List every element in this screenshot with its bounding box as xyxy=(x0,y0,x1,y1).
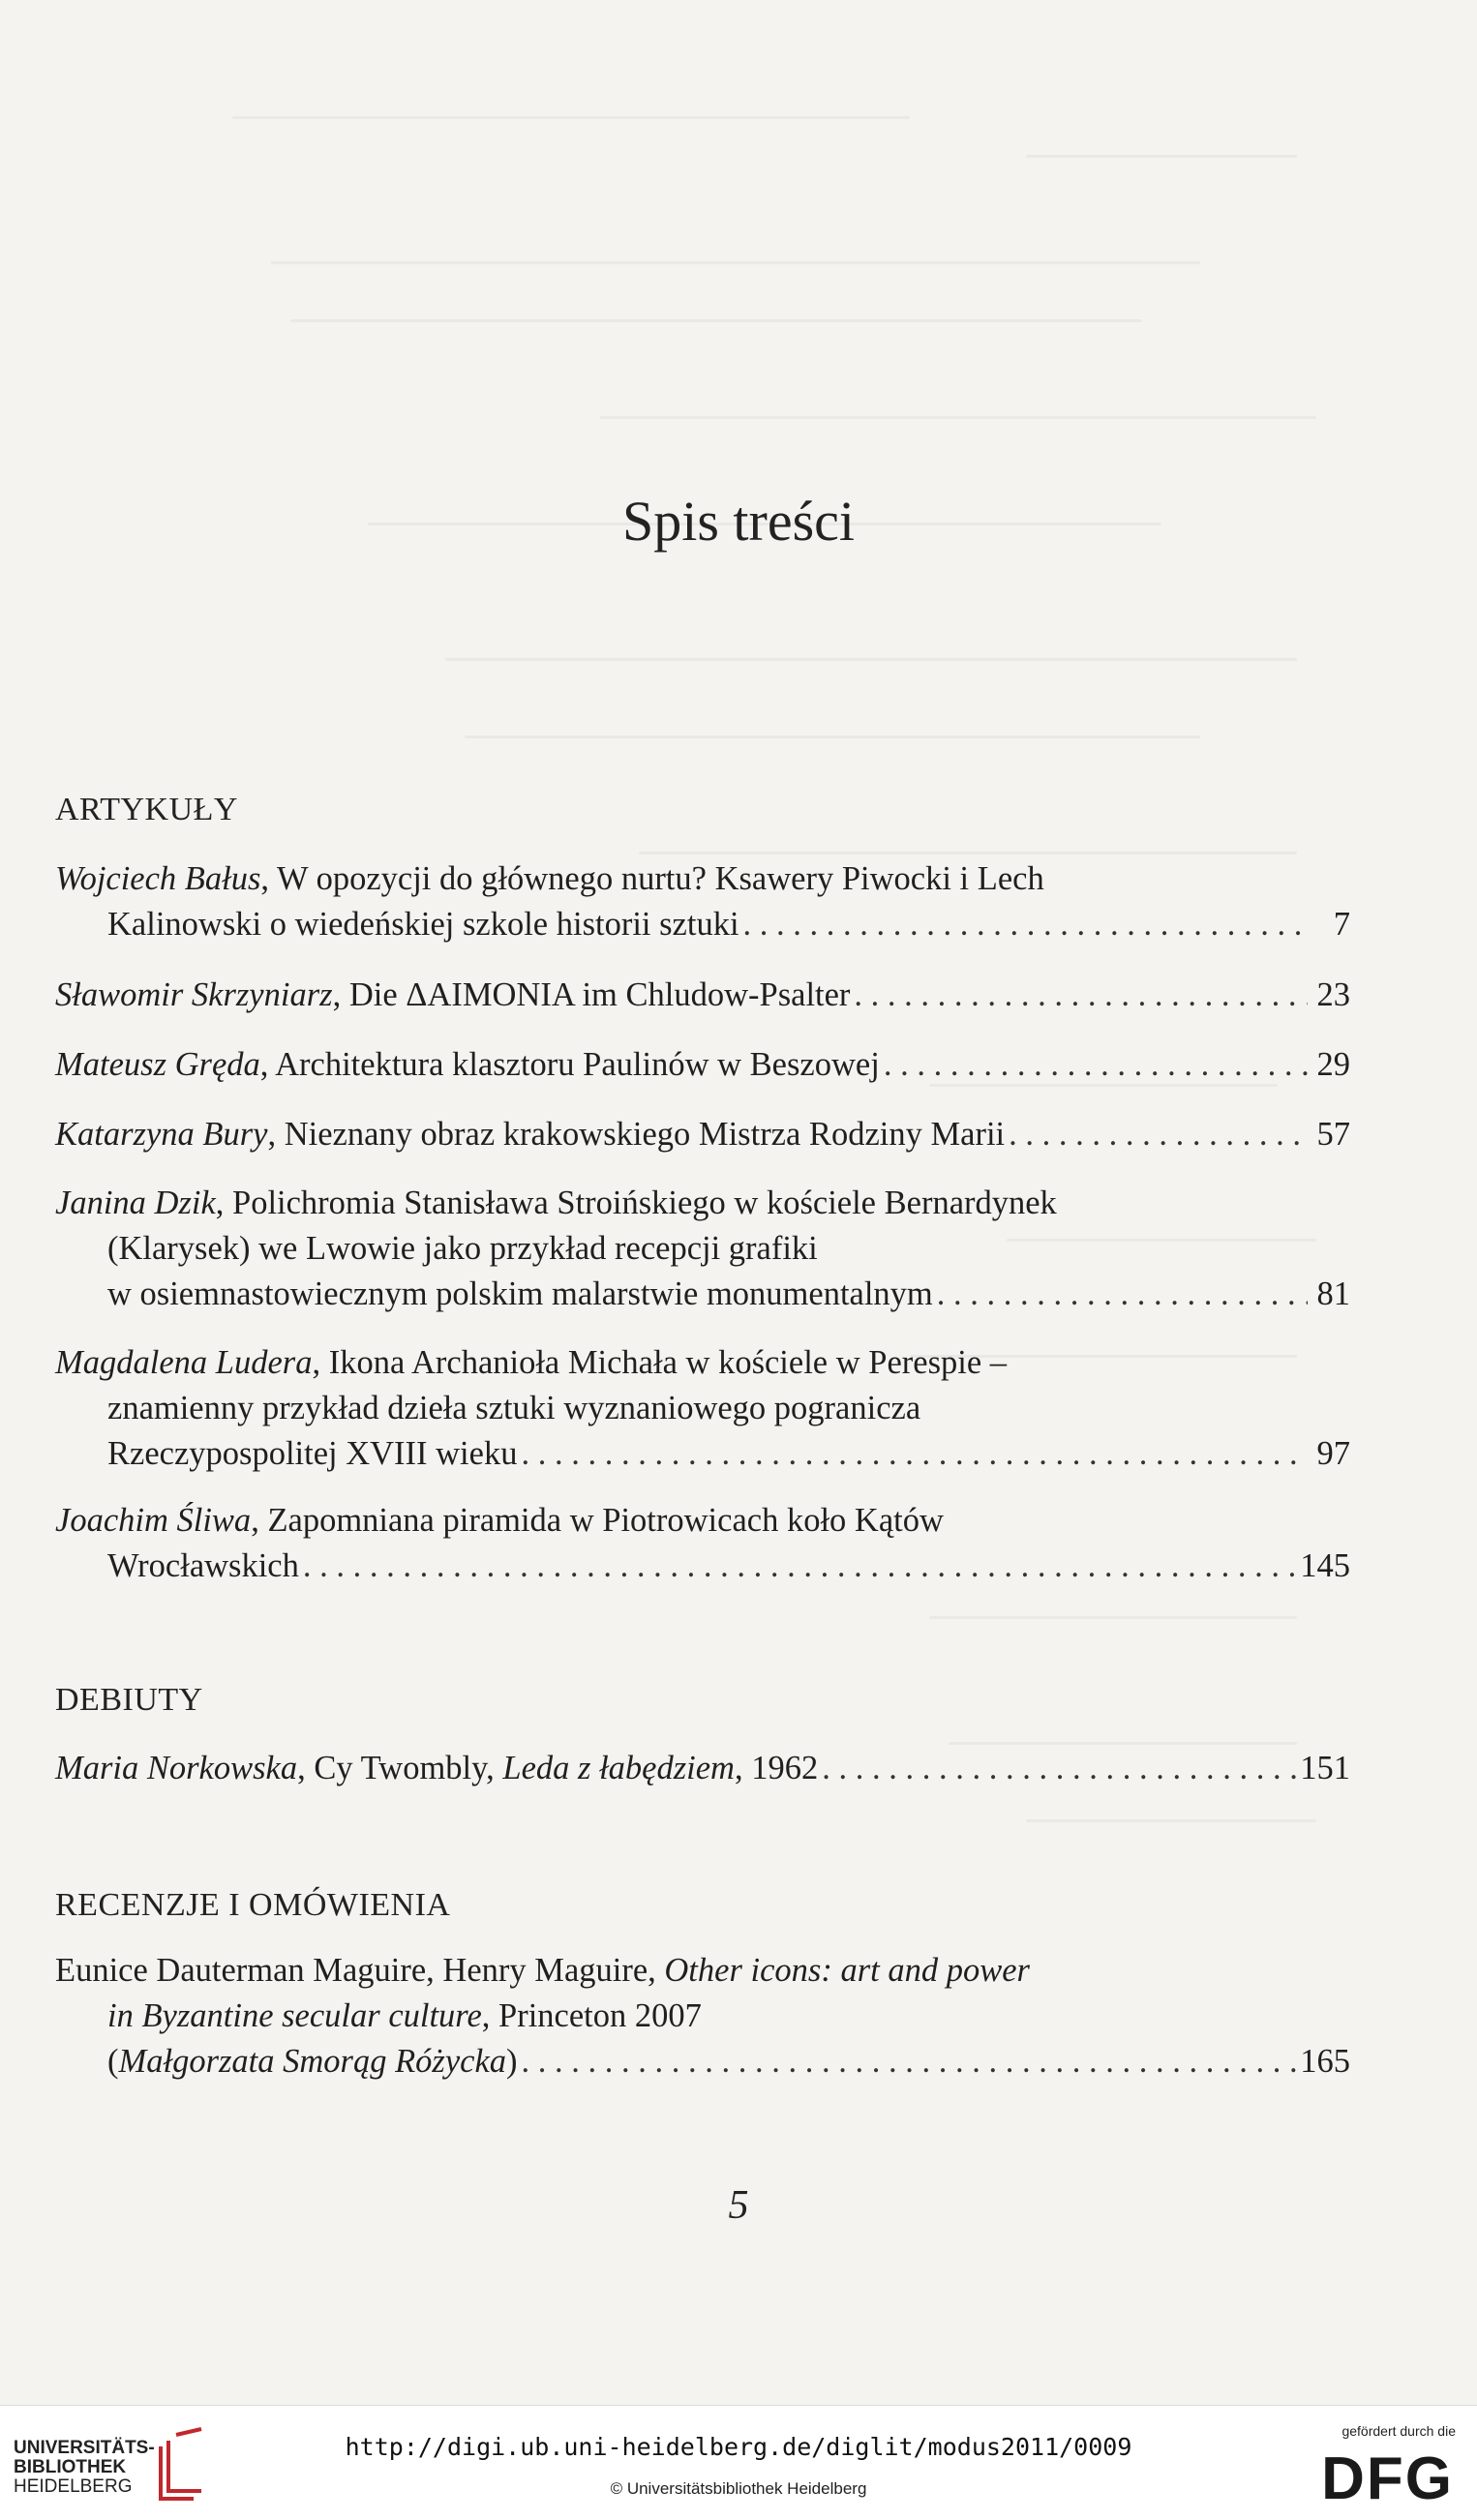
source-url-link[interactable]: http://digi.ub.uni-heidelberg.de/diglit/modus2011/0009 xyxy=(345,2433,1132,2461)
entry-page-number: 7 xyxy=(1333,906,1350,943)
section-heading-debiuty: DEBIUTY xyxy=(55,1682,203,1718)
digitization-footer xyxy=(0,2405,1477,2520)
entry-reviewer: Małgorzata Smorąg Różycka xyxy=(118,2043,507,2080)
entry-title-year: , 1962 xyxy=(734,1750,819,1786)
entry-page-number: 29 xyxy=(1316,1046,1350,1083)
entry-line xyxy=(55,1042,1350,1088)
page-number: 5 xyxy=(728,2183,749,2228)
leader-dots xyxy=(1009,1112,1308,1157)
entry-line xyxy=(55,1226,1350,1272)
entry-line xyxy=(55,1112,1350,1157)
entry-page-number: 165 xyxy=(1300,2043,1350,2080)
entry-title: , Polichromia Stanisława Stroińskiego w kościele Bernardynek xyxy=(215,1185,1057,1221)
entry-page-number: 97 xyxy=(1316,1435,1350,1472)
toc-entry[interactable] xyxy=(55,973,1350,1018)
entry-line xyxy=(55,1431,1350,1477)
copyright-notice: © Universitätsbibliothek Heidelberg xyxy=(610,2479,867,2498)
entry-title-cont: w osiemnastowiecznym polskim malarstwie monumentalnym xyxy=(107,1275,933,1312)
entry-publication: , Princeton 2007 xyxy=(481,1997,702,2034)
entry-author: Sławomir Skrzyniarz xyxy=(55,976,333,1013)
entry-page-number: 57 xyxy=(1316,1116,1350,1153)
entry-author: Joachim Śliwa xyxy=(55,1502,252,1539)
toc-entry[interactable] xyxy=(55,1948,1350,2085)
entry-page-number: 81 xyxy=(1316,1275,1350,1312)
entry-title: , Architektura klasztoru Paulinów w Beszowej xyxy=(259,1046,880,1083)
paren-open: ( xyxy=(107,2043,119,2080)
toc-entry[interactable] xyxy=(55,1498,1350,1589)
section-heading-recenzje: RECENZJE I OMÓWIENIA xyxy=(55,1887,451,1923)
toc-entry[interactable] xyxy=(55,1746,1350,1791)
entry-page-number: 145 xyxy=(1300,1547,1350,1584)
entry-line xyxy=(55,902,1350,947)
entry-line xyxy=(55,1386,1350,1431)
entry-artwork-title: Leda z łabędziem xyxy=(502,1750,735,1786)
entry-line xyxy=(55,1272,1350,1317)
toc-entry[interactable] xyxy=(55,1042,1350,1088)
entry-line xyxy=(55,1994,1350,2039)
toc-entry[interactable] xyxy=(55,1340,1350,1477)
entry-title-cont: znamienny przykład dzieła sztuki wyznaniowego pogranicza xyxy=(107,1390,921,1426)
entry-title-cont: Wrocławskich xyxy=(107,1547,299,1584)
leader-dots xyxy=(521,1431,1308,1477)
leader-dots xyxy=(854,973,1308,1018)
library-name-line2: BIBLIOTHEK xyxy=(14,2457,127,2477)
library-name-line3: HEIDELBERG xyxy=(14,2476,133,2497)
entry-line xyxy=(55,973,1350,1018)
entry-authors: Eunice Dauterman Maguire, Henry Maguire, xyxy=(55,1952,665,1989)
entry-page-number: 151 xyxy=(1300,1750,1350,1786)
entry-title-cont: (Klarysek) we Lwowie jako przykład recepcji grafiki xyxy=(107,1230,818,1267)
entry-page-number: 23 xyxy=(1316,976,1350,1013)
entry-title: , Cy Twombly, xyxy=(297,1750,503,1786)
leader-dots xyxy=(822,1746,1296,1791)
entry-author: Katarzyna Bury xyxy=(55,1116,268,1153)
entry-line xyxy=(55,1498,1350,1544)
entry-line xyxy=(55,1746,1350,1791)
funding-note: gefördert durch die xyxy=(1341,2423,1456,2439)
section-heading-artykuly: ARTYKUŁY xyxy=(55,792,238,827)
entry-author: Janina Dzik xyxy=(55,1185,216,1221)
entry-line xyxy=(55,856,1350,902)
toc-entry[interactable] xyxy=(55,856,1350,947)
entry-title: , Nieznany obraz krakowskiego Mistrza Rodziny Marii xyxy=(267,1116,1006,1153)
toc-entry[interactable] xyxy=(55,1181,1350,1317)
entry-book-title-cont: in Byzantine secular culture xyxy=(107,1997,482,2034)
entry-author: Mateusz Gręda xyxy=(55,1046,260,1083)
entry-line xyxy=(55,1340,1350,1386)
library-name-line1: UNIVERSITÄTS- xyxy=(14,2438,155,2458)
leader-dots xyxy=(303,1544,1296,1589)
page-title: Spis treści xyxy=(621,490,856,553)
toc-entry[interactable] xyxy=(55,1112,1350,1157)
dfg-logo: DFG xyxy=(1321,2445,1454,2512)
leader-dots xyxy=(884,1042,1308,1088)
entry-author: Magdalena Ludera xyxy=(55,1344,313,1381)
leader-dots xyxy=(937,1272,1308,1317)
entry-author: Wojciech Bałus xyxy=(55,860,261,897)
entry-title: , Die ΔAIMONIA im Chludow-Psalter xyxy=(332,976,851,1013)
entry-book-title: Other icons: art and power xyxy=(664,1952,1030,1989)
entry-title: , W opozycji do głównego nurtu? Ksawery Piwocki i Lech xyxy=(260,860,1044,897)
paren-close: ) xyxy=(506,2043,518,2080)
entry-title-cont: Rzeczypospolitej XVIII wieku xyxy=(107,1435,518,1472)
entry-line xyxy=(55,1181,1350,1226)
entry-line xyxy=(55,1544,1350,1589)
entry-title: , Ikona Archanioła Michała w kościele w Perespie – xyxy=(312,1344,1008,1381)
leader-dots xyxy=(743,902,1308,947)
entry-title: , Zapomniana piramida w Piotrowicach koło Kątów xyxy=(251,1502,944,1539)
leader-dots xyxy=(522,2039,1297,2085)
entry-line xyxy=(55,1948,1350,1994)
entry-title-cont: Kalinowski o wiedeńskiej szkole historii sztuki xyxy=(107,906,739,943)
entry-author: Maria Norkowska xyxy=(55,1750,298,1786)
entry-line xyxy=(55,2039,1350,2085)
